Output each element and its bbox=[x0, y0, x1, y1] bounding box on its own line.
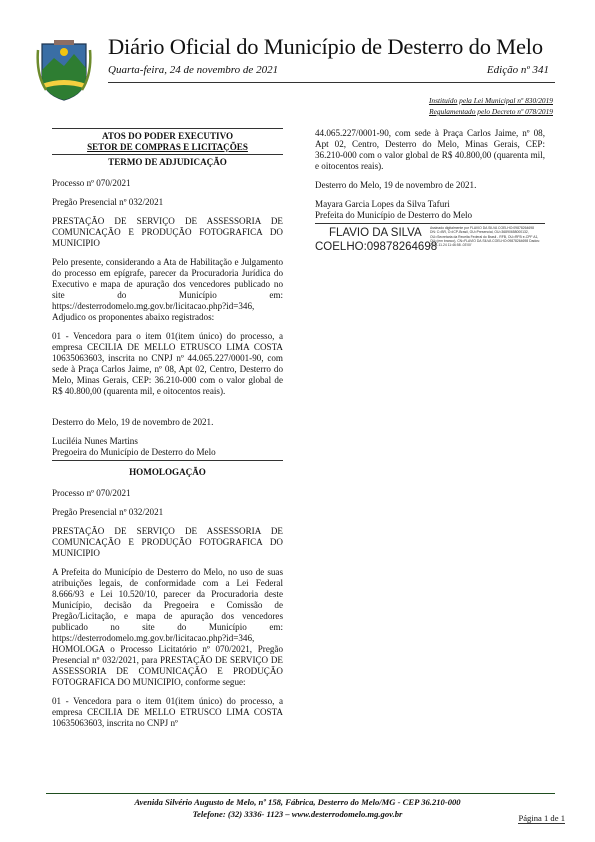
municipal-coat-of-arms bbox=[36, 40, 92, 102]
adjudication-object: PRESTAÇÃO DE SERVIÇO DE ASSESSORIA DE COMUNICAÇÃO E PRODUÇÃO FOTOGRAFICA DO MUNICIPIO bbox=[52, 216, 283, 248]
adjudication-signer-name: Luciléia Nunes Martins bbox=[52, 436, 138, 446]
edition-number: Edição nº 341 bbox=[486, 64, 549, 76]
footer-divider bbox=[46, 793, 555, 794]
homologation-winner-part2: 44.065.227/0001-90, com sede à Praça Carlos Jaime, nº 08, Apt 02, Centro, Desterro do Melo, Minas Gerais, CEP: 36.210-000 com o valor global de R$ 40.800,00 (quarenta mil, e oitocentos reais). bbox=[315, 128, 545, 171]
adjudication-process: Processo nº 070/2021 bbox=[52, 178, 131, 188]
footer-contact: Telefone: (32) 3336- 1123 – www.desterrodomelo.mg.gov.br bbox=[192, 809, 403, 819]
digital-signature-name-line1: FLAVIO DA SILVA bbox=[329, 227, 422, 239]
digital-signature-name-line2: COELHO:09878264698 bbox=[315, 241, 438, 253]
page-number: Página 1 de 1 bbox=[518, 813, 565, 823]
adjudication-signer-role: Pregoeira do Município de Desterro do Melo bbox=[52, 447, 283, 461]
homologation-heading: HOMOLOGAÇÃO bbox=[129, 467, 206, 477]
right-column bbox=[315, 128, 545, 254]
newspaper-title: Diário Oficial do Município de Desterro do Melo bbox=[108, 34, 543, 59]
section-title-purchasing: SETOR DE COMPRAS E LICITAÇÕES bbox=[87, 142, 248, 152]
homologation-place-date: Desterro do Melo, 19 de novembro de 2021. bbox=[315, 180, 477, 190]
homologation-pregao: Pregão Presencial nº 032/2021 bbox=[52, 507, 164, 517]
adjudication-place-date: Desterro do Melo, 19 de novembro de 2021. bbox=[52, 417, 214, 427]
section-bottom-rule bbox=[52, 154, 283, 155]
left-column bbox=[52, 128, 283, 737]
homologation-process: Processo nº 070/2021 bbox=[52, 488, 131, 498]
footer-address: Avenida Silvério Augusto de Melo, nº 158, Fábrica, Desterro do Melo/MG - CEP 36.210-000 bbox=[134, 797, 461, 807]
section-top-rule bbox=[52, 128, 283, 129]
homologation-winner-part1: 01 - Vencedora para o item 01(item único) do processo, a empresa CECILIA DE MELLO ETRUSCO LIMA COSTA 10635063603, inscrita no CNPJ nº bbox=[52, 696, 283, 728]
adjudication-body: Pelo presente, considerando a Ata de Habilitação e Julgamento do processo em epígrafe, parecer da Procuradoria Jurídica do Executivo e mapa de apuração dos vencedores publicado no site do Município em: https://desterrodomelo.mg.gov.br/licitacao.php?id=346, Adjudico os proponentes abaixo registrados: bbox=[52, 257, 283, 322]
section-title-executive: ATOS DO PODER EXECUTIVO bbox=[101, 131, 234, 141]
adjudication-pregao: Pregão Presencial nº 032/2021 bbox=[52, 197, 164, 207]
digital-signature-details: Assinado digitalmente por FLAVIO DA SILVA COELHO:09878264698 DN: C=BR, O=ICP-Brasil, OU=Presencial, OU=36890658000132, OU=Secretaria da Receita Federal do Brasil - RFB, OU=RFB e-CPF A1, OU=(em branco), CN=FLAVIO DA SILVA COELHO:09878264698 Dados: 2021.11.24 11:46:58 -03'00' bbox=[430, 226, 540, 248]
adjudication-heading: TERMO DE ADJUDICAÇÃO bbox=[108, 157, 227, 167]
homologation-signer-name: Mayara Garcia Lopes da Silva Tafuri bbox=[315, 199, 450, 209]
regulation-note: Regulamentado pelo Decreto nº 078/2019 bbox=[429, 107, 553, 116]
homologation-body: A Prefeita do Município de Desterro do Melo, no uso de suas atribuições legais, de conformidade com a Lei Federal 8.666/93 e Lei 10.520/10, parecer da Procuradoria deste Município, decisão da Pregoeira e Comissão de Pregão/Licitação, e mapa de apuração dos vencedores publicado no site do Município em: https://desterrodomelo.mg.gov.br/licitacao.php?id=346, HOMOLOGA o Processo Licitatório nº 070/2021, Pregão Presencial nº 032/2021, para PRESTAÇÃO DE SERVIÇO DE ASSESSORIA DE COMUNICAÇÃO E PRODUÇÃO FOTOGRAFICA DO MUNICIPIO, conforme segue: bbox=[52, 567, 283, 687]
homologation-signer-role: Prefeita do Município de Desterro do Melo bbox=[315, 210, 545, 224]
homologation-object: PRESTAÇÃO DE SERVIÇO DE ASSESSORIA DE COMUNICAÇÃO E PRODUÇÃO FOTOGRAFICA DO MUNICIPIO bbox=[52, 526, 283, 558]
publication-date: Quarta-feira, 24 de novembro de 2021 bbox=[108, 64, 279, 76]
header-divider bbox=[108, 82, 555, 83]
digital-signature-block bbox=[315, 226, 545, 254]
adjudication-winner: 01 - Vencedora para o item 01(item único) do processo, a empresa CECILIA DE MELLO ETRUSCO LIMA COSTA 10635063603, inscrita no CNPJ nº 44.065.227/0001-90, com sede à Praça Carlos Jaime, nº 08, Apt 02, Centro, Desterro do Melo, Minas Gerais, CEP: 36.210-000 com o valor global de R$ 40.800,00 (quarenta mil, e oitocentos reais). bbox=[52, 331, 283, 396]
digital-signature-name bbox=[315, 226, 438, 254]
institution-law-note: Instituído pela Lei Municipal nº 830/2019 bbox=[428, 96, 553, 105]
